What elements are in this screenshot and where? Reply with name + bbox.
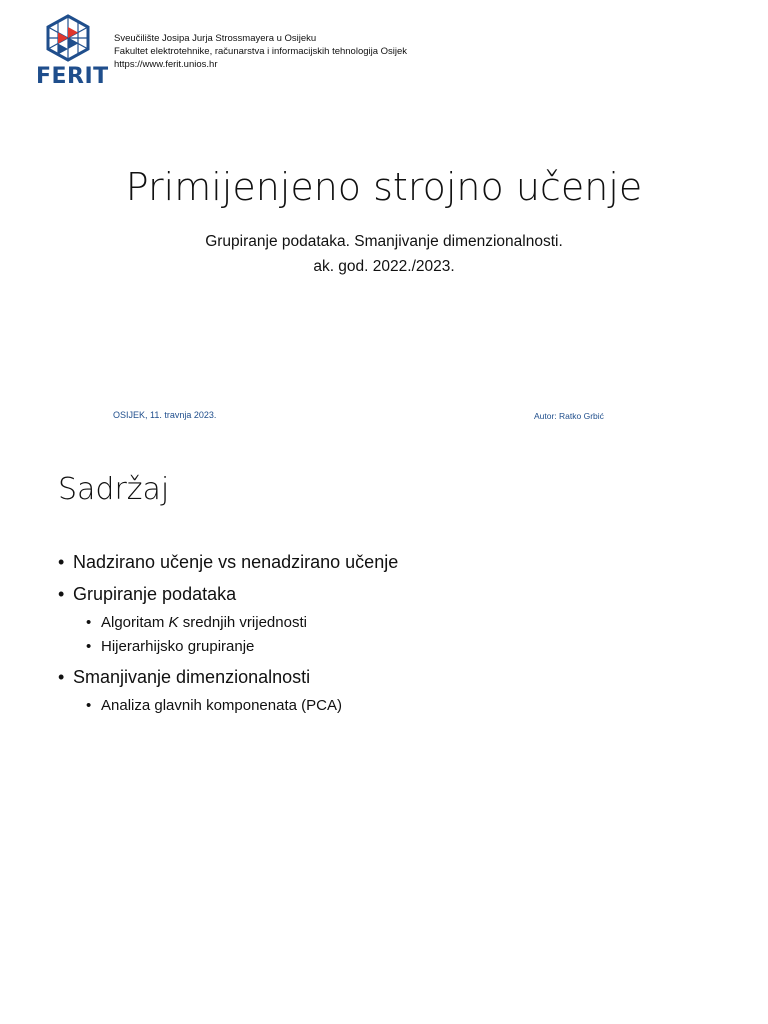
list-item: [58, 665, 398, 716]
list-item: [58, 582, 398, 657]
list-item: [58, 550, 398, 574]
list-item-label: • Grupiranje podataka: [58, 582, 398, 606]
list-item-label: • Nadzirano učenje vs nenadzirano učenje: [58, 550, 398, 574]
contents-title: Sadržaj: [58, 472, 170, 507]
title-slide: [0, 0, 768, 440]
hexagon-logo-icon: [45, 14, 91, 62]
contents-list: [58, 550, 398, 724]
footer-date: OSIJEK, 11. travnja 2023.: [113, 410, 217, 420]
footer-author: Autor: Ratko Grbić: [534, 411, 604, 421]
faculty-url[interactable]: https://www.ferit.unios.hr: [114, 59, 218, 70]
ferit-logo: [36, 14, 109, 90]
slide-subtitle: [0, 229, 768, 279]
sub-list-item: [86, 613, 398, 633]
contents-slide: [0, 452, 768, 1012]
sub-list-item: • Analiza glavnih komponenata (PCA): [86, 696, 398, 716]
sub-list-item: • Hijerarhijsko grupiranje: [86, 637, 398, 657]
logo-text: FERIT: [36, 64, 109, 89]
subtitle-year: ak. god. 2022./2023.: [313, 258, 455, 275]
sub-item-prefix: Algoritam: [101, 614, 169, 631]
list-item-label: • Smanjivanje dimenzionalnosti: [58, 665, 398, 689]
sub-item-suffix: srednjih vrijednosti: [178, 614, 307, 631]
subtitle-topic: Grupiranje podataka. Smanjivanje dimenzionalnosti.: [205, 233, 563, 250]
institution-block: [114, 32, 407, 71]
university-name: Sveučilište Josipa Jurja Strossmayera u Osijeku: [114, 33, 317, 44]
faculty-name: Fakultet elektrotehnike, računarstva i informacijskih tehnologija Osijek: [114, 46, 408, 57]
slide-title: Primijenjeno strojno učenje: [125, 165, 643, 209]
sub-item-italic: K: [168, 614, 179, 631]
